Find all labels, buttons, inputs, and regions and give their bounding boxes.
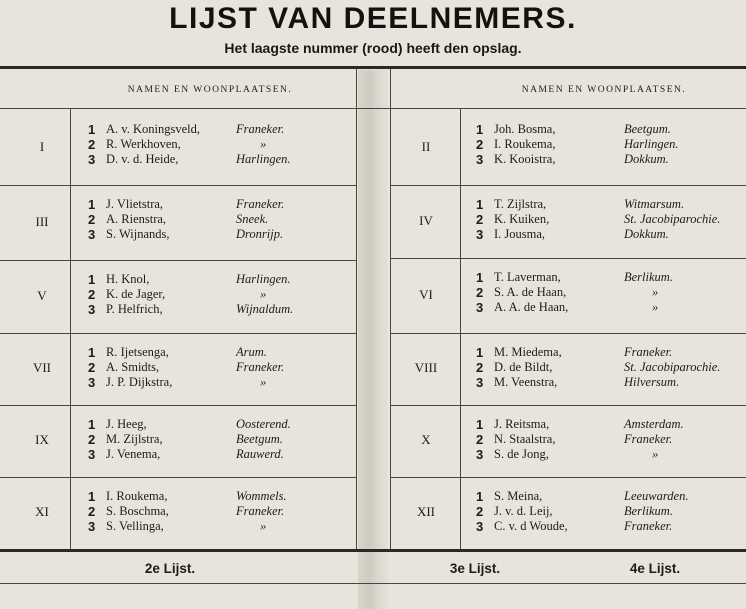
participant-residence: Hilversum. <box>624 375 680 389</box>
list-3-label: 3e Lijst. <box>449 561 501 576</box>
group-separator <box>0 477 356 478</box>
participant-residence: Harlingen. <box>236 272 291 286</box>
rank-number: 2 <box>476 212 484 227</box>
participant-residence: Harlingen. <box>624 137 679 151</box>
rank-number: 3 <box>88 152 96 167</box>
participant-row <box>476 227 744 242</box>
rank-number: 1 <box>476 489 484 504</box>
group-separator <box>0 260 356 261</box>
group-entries <box>88 122 353 167</box>
participant-residence: Franeker. <box>624 345 673 359</box>
list-2-label: 2e Lijst. <box>144 561 196 576</box>
rank-number: 1 <box>476 122 484 137</box>
participant-residence: Dokkum. <box>624 227 669 241</box>
rank-number: 2 <box>476 285 484 300</box>
group-number: V <box>37 287 47 303</box>
rank-number: 2 <box>88 287 96 302</box>
participant-name: I. Jousma, <box>494 227 546 241</box>
participant-residence: » <box>652 447 659 461</box>
participant-name: A. A. de Haan, <box>494 300 569 314</box>
group-entries <box>88 197 353 242</box>
participant-row <box>476 122 744 137</box>
participant-row <box>476 504 744 519</box>
group-number: I <box>39 138 45 154</box>
participant-name: M. Veenstra, <box>494 375 558 389</box>
participant-row <box>88 417 353 432</box>
rank-number: 3 <box>476 519 484 534</box>
participant-residence: Berlikum. <box>624 270 673 284</box>
participant-residence: Sneek. <box>236 212 269 226</box>
group-number: III <box>35 213 49 229</box>
group-separator <box>0 405 356 406</box>
rank-number: 1 <box>476 417 484 432</box>
participant-name: M. Miedema, <box>494 345 562 359</box>
participant-name: J. v. d. Leij, <box>494 504 553 518</box>
participant-row <box>476 285 744 300</box>
participant-row <box>88 302 353 317</box>
participant-row <box>476 417 744 432</box>
participant-name: R. Ijetsenga, <box>106 345 169 359</box>
participant-residence: Beetgum. <box>236 432 283 446</box>
rank-number: 1 <box>88 417 96 432</box>
group-number: IX <box>35 432 49 447</box>
rank-number: 1 <box>88 122 96 137</box>
participant-row <box>476 447 744 462</box>
column-divider <box>460 108 461 549</box>
participant-row <box>88 504 353 519</box>
participant-name: P. Helfrich, <box>106 302 163 316</box>
group-number: XII <box>416 504 436 519</box>
group-separator <box>0 185 356 186</box>
left-column-header: NAMEN EN WOONPLAATSEN. <box>127 85 293 95</box>
rank-number: 3 <box>88 227 96 242</box>
group-number: VI <box>419 286 433 302</box>
participant-residence: Franeker. <box>236 197 285 211</box>
participant-residence: Witmarsum. <box>624 197 685 211</box>
rank-number: 3 <box>476 375 484 390</box>
participant-name: M. Zijlstra, <box>106 432 163 446</box>
rank-number: 2 <box>88 360 96 375</box>
group-entries <box>476 417 744 462</box>
rank-number: 3 <box>88 302 96 317</box>
page-subtitle: Het laagste nummer (rood) heeft den opslag. <box>224 40 522 56</box>
group-entries <box>88 345 353 390</box>
participant-residence: Dokkum. <box>624 152 669 166</box>
participant-name: S. Boschma, <box>106 504 169 518</box>
participant-residence: Wijnaldum. <box>236 302 294 316</box>
participant-name: T. Laverman, <box>494 270 561 284</box>
participant-residence: Beetgum. <box>624 122 671 136</box>
participant-residence: Leeuwarden. <box>624 489 689 503</box>
participant-row <box>476 152 744 167</box>
participant-name: J. Reitsma, <box>494 417 550 431</box>
participant-name: J. Heeg, <box>106 417 147 431</box>
participant-residence: Franeker. <box>236 360 285 374</box>
group-number: X <box>421 432 431 447</box>
rank-number: 1 <box>476 197 484 212</box>
participant-row <box>476 345 744 360</box>
column-divider <box>356 69 357 549</box>
participant-name: Joh. Bosma, <box>494 122 556 136</box>
participant-name: T. Zijlstra, <box>494 197 547 211</box>
participant-residence: Franeker. <box>236 504 285 518</box>
participant-residence: St. Jacobiparochie. <box>624 212 721 226</box>
participant-name: A. Rienstra, <box>106 212 167 226</box>
participant-name: J. P. Dijkstra, <box>106 375 173 389</box>
participant-row <box>88 272 353 287</box>
participant-row <box>476 137 744 152</box>
group-entries <box>476 489 744 534</box>
participant-name: J. Venema, <box>106 447 161 461</box>
rank-number: 2 <box>88 432 96 447</box>
rank-number: 3 <box>476 447 484 462</box>
rank-number: 1 <box>476 270 484 285</box>
rank-number: 3 <box>476 152 484 167</box>
bottom-rule <box>0 549 746 552</box>
participant-row <box>88 122 353 137</box>
right-column-header: NAMEN EN WOONPLAATSEN. <box>521 85 687 95</box>
participant-residence: Franeker. <box>624 519 673 533</box>
column-divider <box>70 108 71 549</box>
footer-rule <box>0 583 746 584</box>
participant-name: N. Staalstra, <box>494 432 556 446</box>
rank-number: 1 <box>88 345 96 360</box>
participant-residence: Berlikum. <box>624 504 673 518</box>
group-entries <box>476 270 744 315</box>
group-number: II <box>421 138 431 154</box>
rank-number: 3 <box>88 447 96 462</box>
participant-residence: Oosterend. <box>236 417 291 431</box>
participant-name: A. v. Koningsveld, <box>106 122 200 136</box>
rank-number: 1 <box>476 345 484 360</box>
participant-residence: » <box>260 375 267 389</box>
participant-residence: Amsterdam. <box>624 417 684 431</box>
participant-residence: Franeker. <box>236 122 285 136</box>
group-number: XI <box>35 504 49 519</box>
group-number: VIII <box>414 360 438 375</box>
participant-row <box>88 227 353 242</box>
participant-name: I. Roukema, <box>494 137 556 151</box>
participant-row <box>88 345 353 360</box>
group-separator <box>390 185 746 186</box>
group-separator <box>390 405 746 406</box>
group-separator <box>390 333 746 334</box>
group-entries <box>88 489 353 534</box>
participant-row <box>88 432 353 447</box>
participant-row <box>88 375 353 390</box>
participant-name: S. Wijnands, <box>106 227 170 241</box>
group-entries <box>476 345 744 390</box>
participant-residence: » <box>260 519 267 533</box>
participant-name: D. v. d. Heide, <box>106 152 179 166</box>
participant-row <box>476 519 744 534</box>
participant-name: S. A. de Haan, <box>494 285 567 299</box>
rank-number: 1 <box>88 272 96 287</box>
group-entries <box>476 197 744 242</box>
participant-name: R. Werkhoven, <box>106 137 181 151</box>
participant-row <box>476 212 744 227</box>
top-rule <box>0 66 746 69</box>
participant-name: I. Roukema, <box>106 489 168 503</box>
participant-residence: Wommels. <box>236 489 287 503</box>
participant-name: S. Meina, <box>494 489 543 503</box>
page-fold <box>358 70 388 609</box>
participant-row <box>88 360 353 375</box>
group-separator <box>0 333 356 334</box>
participant-name: H. Knol, <box>106 272 150 286</box>
participant-name: A. Smidts, <box>106 360 160 374</box>
participant-row <box>476 197 744 212</box>
rank-number: 2 <box>476 432 484 447</box>
group-entries <box>88 417 353 462</box>
participant-row <box>88 519 353 534</box>
participant-name: J. Vlietstra, <box>106 197 164 211</box>
rank-number: 2 <box>476 137 484 152</box>
participant-row <box>88 212 353 227</box>
participant-residence: Franeker. <box>624 432 673 446</box>
participant-row <box>88 137 353 152</box>
participant-residence: Arum. <box>236 345 267 359</box>
participant-row <box>88 152 353 167</box>
participant-row <box>476 270 744 285</box>
participant-residence: » <box>260 287 267 301</box>
rank-number: 2 <box>476 360 484 375</box>
participant-row <box>88 447 353 462</box>
rank-number: 1 <box>88 197 96 212</box>
group-entries <box>88 272 353 317</box>
participant-name: K. Kuiken, <box>494 212 550 226</box>
participant-row <box>476 375 744 390</box>
participant-residence: Harlingen. <box>236 152 291 166</box>
rank-number: 2 <box>88 212 96 227</box>
participant-name: D. de Bildt, <box>494 360 553 374</box>
rank-number: 2 <box>88 504 96 519</box>
participant-residence: Dronrijp. <box>236 227 284 241</box>
group-number: IV <box>419 212 433 228</box>
rank-number: 1 <box>88 489 96 504</box>
rank-number: 3 <box>476 227 484 242</box>
participant-name: K. de Jager, <box>106 287 166 301</box>
header-rule <box>0 108 746 109</box>
participant-name: C. v. d Woude, <box>494 519 568 533</box>
participant-residence: » <box>260 137 267 151</box>
participant-row <box>88 489 353 504</box>
participant-row <box>476 432 744 447</box>
list-4-label: 4e Lijst. <box>629 561 681 576</box>
participant-residence: Rauwerd. <box>236 447 284 461</box>
participant-name: S. Vellinga, <box>106 519 164 533</box>
participant-row <box>476 360 744 375</box>
rank-number: 3 <box>88 375 96 390</box>
participant-residence: » <box>652 285 659 299</box>
rank-number: 2 <box>88 137 96 152</box>
participant-residence: St. Jacobiparochie. <box>624 360 721 374</box>
participant-residence: » <box>652 300 659 314</box>
participant-row <box>476 489 744 504</box>
group-separator <box>390 477 746 478</box>
group-separator <box>390 258 746 259</box>
rank-number: 3 <box>88 519 96 534</box>
page-title: LIJST VAN DEELNEMERS. <box>169 2 577 35</box>
rank-number: 2 <box>476 504 484 519</box>
participant-name: K. Kooistra, <box>494 152 556 166</box>
group-number: VII <box>32 360 52 375</box>
participant-row <box>88 287 353 302</box>
group-entries <box>476 122 744 167</box>
participant-row <box>476 300 744 315</box>
rank-number: 3 <box>476 300 484 315</box>
participant-name: S. de Jong, <box>494 447 549 461</box>
participant-row <box>88 197 353 212</box>
